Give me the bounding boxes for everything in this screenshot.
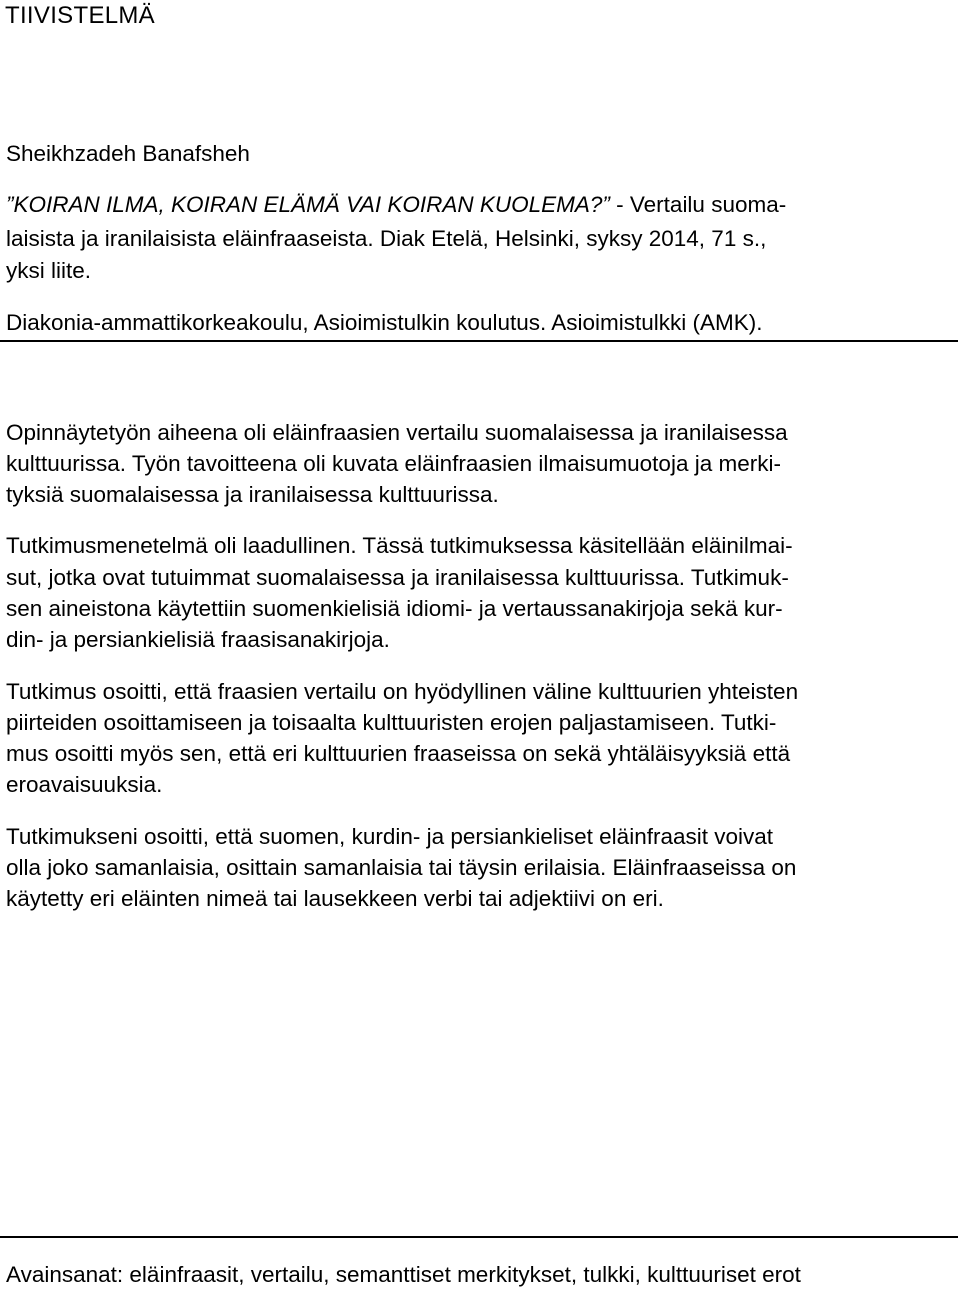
- thesis-subtitle-start: - Vertailu suoma-: [609, 192, 787, 217]
- paragraph-line: eroavaisuuksia.: [6, 772, 163, 797]
- thesis-title-line-2: laisista ja iranilaisista eläinfraaseista. Diak Etelä, Helsinki, syksy 2014, 71 s.,: [6, 226, 767, 251]
- thesis-title-line-3: yksi liite.: [6, 258, 92, 283]
- paragraph-line: kulttuurissa. Työn tavoitteena oli kuvata eläinfraasien ilmaisumuotoja ja merki-: [6, 451, 781, 476]
- paragraph-line: piirteiden osoittamiseen ja toisaalta kulttuuristen erojen paljastamiseen. Tutki-: [6, 710, 777, 735]
- footer-divider: [0, 1236, 958, 1238]
- paragraph-line: din- ja persiankielisiä fraasisanakirjoja.: [6, 627, 390, 652]
- paragraph-line: käytetty eri eläinten nimeä tai lausekkeen verbi tai adjektiivi on eri.: [6, 886, 664, 911]
- header-divider: [0, 340, 958, 342]
- page-heading: TIIVISTELMÄ: [5, 2, 155, 29]
- thesis-title-line-1: [6, 190, 786, 220]
- paragraph-line: sut, jotka ovat tutuimmat suomalaisessa ja iranilaisessa kulttuurissa. Tutkimuk-: [6, 565, 789, 590]
- author-name: Sheikhzadeh Banafsheh: [6, 141, 250, 166]
- paragraph-line: olla joko samanlaisia, osittain samanlaisia tai täysin erilaisia. Eläinfraaseissa on: [6, 855, 797, 880]
- thesis-title: ”KOIRAN ILMA, KOIRAN ELÄMÄ VAI KOIRAN KUOLEMA?”: [6, 192, 610, 217]
- paragraph-line: Tutkimusmenetelmä oli laadullinen. Tässä tutkimuksessa käsitellään eläinilmai-: [6, 533, 793, 558]
- institution-line: Diakonia-ammattikorkeakoulu, Asioimistulkin koulutus. Asioimistulkki (AMK).: [6, 310, 763, 335]
- paragraph-line: sen aineistona käytettiin suomenkielisiä idiomi- ja vertaussanakirjoja sekä kur-: [6, 596, 783, 621]
- keywords-line: Avainsanat: eläinfraasit, vertailu, semanttiset merkitykset, tulkki, kulttuuriset erot: [6, 1262, 801, 1287]
- paragraph-line: Opinnäytetyön aiheena oli eläinfraasien vertailu suomalaisessa ja iranilaisessa: [6, 420, 788, 445]
- paragraph-line: Tutkimus osoitti, että fraasien vertailu on hyödyllinen väline kulttuurien yhteisten: [6, 679, 799, 704]
- paragraph-line: mus osoitti myös sen, että eri kulttuurien fraaseissa on sekä yhtäläisyyksiä että: [6, 741, 791, 766]
- paragraph-line: tyksiä suomalaisessa ja iranilaisessa kulttuurissa.: [6, 482, 499, 507]
- paragraph-line: Tutkimukseni osoitti, että suomen, kurdin- ja persiankieliset eläinfraasit voivat: [6, 824, 774, 849]
